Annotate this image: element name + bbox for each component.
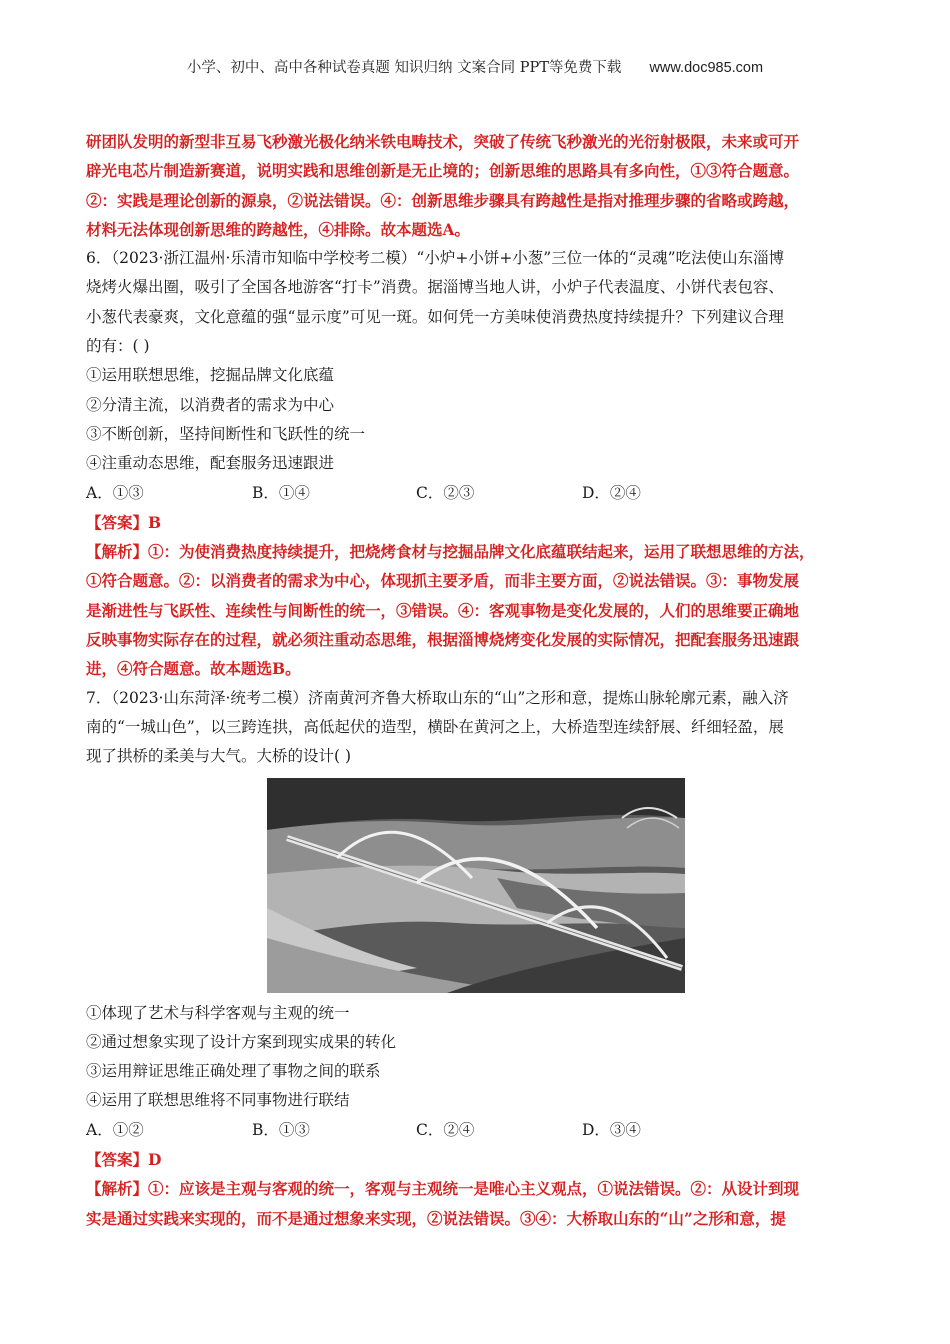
answer-options <box>86 1116 878 1145</box>
option-b: B．①④ <box>252 483 310 502</box>
statement-item: ①体现了艺术与科学客观与主观的统一 <box>86 1003 350 1022</box>
question-stem-line: 南的“一城山色”，以三跨连拱，高低起伏的造型，横卧在黄河之上，大桥造型连续舒展、纤细轻盈，展 <box>86 717 784 736</box>
statement-item: ①运用联想思维，挖掘品牌文化底蕴 <box>86 366 335 385</box>
question-stem-line: 小葱代表豪爽，文化意蕴的强“显示度”可见一斑。如何凭一方美味使消费热度持续提升？下列建议合理 <box>86 307 784 326</box>
question-6 <box>86 244 878 683</box>
analysis-line: 是渐进性与飞跃性、连续性与间断性的统一，③错误。④：客观事物是变化发展的，人们的思维要正确地 <box>86 600 800 620</box>
statement-item: ④运用了联想思维将不同事物进行联结 <box>86 1091 350 1110</box>
question-stem-line: 6．（2023·浙江温州·乐清市知临中学校考二模）“小炉+小饼+小葱”三位一体的“灵魂”吃法使山东淄博 <box>86 249 785 268</box>
page-header <box>0 56 950 77</box>
statement-item: ④注重动态思维，配套服务迅速跟进 <box>86 454 335 473</box>
bridge-photo <box>267 778 685 993</box>
analysis-line: 材料无法体现创新思维的跨越性，④排除。故本题选A。 <box>86 219 471 239</box>
analysis-line: ②：实践是理论创新的源泉，②说法错误。④：创新思维步骤具有跨越性是指对推理步骤的省略或跨越， <box>86 190 800 210</box>
question-stem-line: 7．（2023·山东菏泽·统考二模）济南黄河齐鲁大桥取山东的“山”之形和意，提炼山脉轮廓元素，融入济 <box>86 688 789 707</box>
option-d: D．②④ <box>582 483 641 502</box>
answer-options <box>86 479 878 508</box>
analysis-line: 实是通过实践来实现的，而不是通过想象来实现，②说法错误。③④：大桥取山东的“山”之形和意，提 <box>86 1208 786 1228</box>
option-d: D．③④ <box>582 1120 641 1139</box>
analysis-line: 研团队发明的新型非互易飞秒激光极化纳米铁电畴技术，突破了传统飞秒激光的光衍射极限，未来或可开 <box>86 132 800 151</box>
option-b: B．①③ <box>252 1120 310 1139</box>
document-body <box>86 127 878 1233</box>
statement-item: ③不断创新，坚持间断性和飞跃性的统一 <box>86 424 366 443</box>
option-c: C．②③ <box>416 483 475 502</box>
option-a: A．①③ <box>86 483 144 502</box>
question-stem-line: 现了拱桥的柔美与大气。大桥的设计( ) <box>86 747 352 766</box>
analysis-line: 反映事物实际存在的过程，就必须注重动态思维，根据淄博烧烤变化发展的实际情况，把配套服务迅速跟 <box>86 630 800 650</box>
analysis-line: 【解析】①：应该是主观与客观的统一，客观与主观统一是唯心主义观点，①说法错误。②：从设计到现 <box>86 1179 800 1199</box>
statement-item: ②分清主流，以消费者的需求为中心 <box>86 395 335 414</box>
bridge-illustration <box>267 778 685 993</box>
answer-label: 【答案】D <box>86 1150 162 1170</box>
prev-analysis <box>86 127 878 244</box>
option-a: A．①② <box>86 1120 144 1139</box>
question-stem-line: 的有：( ) <box>86 337 150 356</box>
option-c: C．②④ <box>416 1120 475 1139</box>
question-stem-line: 烧烤火爆出圈，吸引了全国各地游客“打卡”消费。据淄博当地人讲，小炉子代表温度、小饼代表包容、 <box>86 278 784 297</box>
statement-item: ③运用辩证思维正确处理了事物之间的联系 <box>86 1062 381 1081</box>
analysis-line: 辟光电芯片制造新赛道，说明实践和思维创新是无止境的；创新思维的思路具有多向性，①③符合题意。 <box>86 161 800 181</box>
analysis-line: ①符合题意。②：以消费者的需求为中心，体现抓主要矛盾，而非主要方面，②说法错误。③：事物发展 <box>86 571 800 591</box>
analysis-line: 进，④符合题意。故本题选B。 <box>86 659 301 679</box>
answer-label: 【答案】B <box>86 512 162 532</box>
header-tagline: 小学、初中、高中各种试卷真题 知识归纳 文案合同 PPT等免费下载 <box>186 60 622 76</box>
statement-item: ②通过想象实现了设计方案到现实成果的转化 <box>86 1032 397 1051</box>
header-site-url[interactable]: www.doc985.com <box>649 60 764 76</box>
question-7 <box>86 684 878 1233</box>
analysis-line: 【解析】①：为使消费热度持续提升，把烧烤食材与挖掘品牌文化底蕴联结起来，运用了联想思维的方法， <box>86 542 815 562</box>
